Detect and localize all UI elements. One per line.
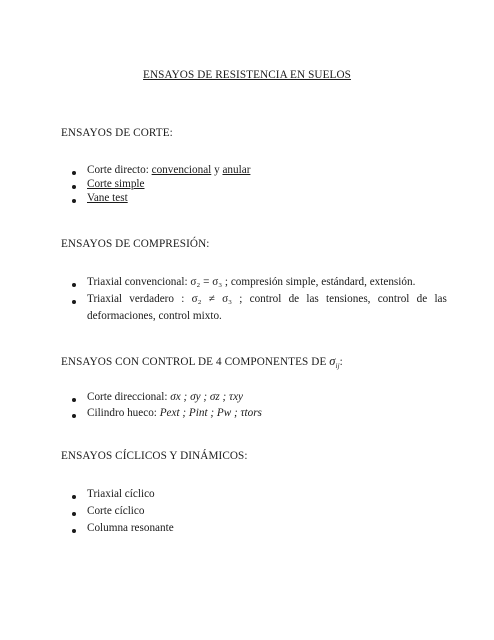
link-corte-simple[interactable]: Corte simple [87,178,145,190]
sigma-symbol: σ [329,354,336,368]
bullet-icon [72,199,76,203]
link-vane-test[interactable]: Vane test [87,192,128,204]
stress-components: σx ; σy ; σz ; τxy [170,391,243,403]
document-title: ENSAYOS DE RESISTENCIA EN SUELOS [143,69,351,81]
list-compresion [61,276,447,322]
item-text: Triaxial convencional: σ₂ = σ₃ ; compresión simple, estándard, extensión. [87,276,416,288]
section-heading-control [61,354,343,370]
sigma-subscript: ij [335,362,340,371]
heading-colon: : [339,356,343,368]
word: las [306,293,319,305]
list-item-corte-direccional [61,391,447,403]
item-prefix: Corte direccional: [87,391,171,403]
word: verdadero [129,293,174,305]
bullet-icon [72,171,76,175]
word: de [416,293,428,305]
pressure-components: Pext ; Pint ; Pw ; τtors [159,407,262,419]
word: control [377,293,410,305]
list-item-triaxial-verdadero [61,293,447,322]
word: σ₃ [222,293,233,305]
heading-text: ENSAYOS CON CONTROL DE 4 COMPONENTES DE [61,356,330,368]
bullet-icon [72,283,76,287]
word: : [181,293,185,305]
section-heading-ciclicos: ENSAYOS CÍCLICOS Y DINÁMICOS: [61,450,248,462]
list-corte [61,164,447,204]
item-mid: y [211,164,223,176]
word: de [288,293,300,305]
bullet-icon [72,512,76,516]
list-item-columna-resonante [61,522,447,534]
list-item-cilindro-hueco [61,407,447,419]
list-item-corte-ciclico [61,505,447,517]
section-heading-corte: ENSAYOS DE CORTE: [61,127,173,139]
list-item-triaxial-convencional [61,276,447,288]
list-control [61,391,447,419]
word: σ₂ [191,293,202,305]
bullet-icon [72,414,76,418]
section-heading-compresion: ENSAYOS DE COMPRESIÓN: [61,238,210,250]
item-prefix: Corte directo: [87,164,152,176]
item-text: Triaxial cíclico [87,488,155,500]
list-item-vane-test [61,192,447,204]
bullet-icon [72,185,76,189]
bullet-icon [72,495,76,499]
word: Triaxial [87,293,123,305]
word: tensiones, [326,293,371,305]
link-anular[interactable]: anular [222,164,251,176]
bullet-icon [72,300,76,304]
bullet-icon [72,398,76,402]
item-text: Columna resonante [87,522,174,534]
list-item-triaxial-ciclico [61,488,447,500]
word: las [434,293,447,305]
item-prefix: Cilindro hueco: [87,407,160,419]
item-line-justified [87,293,447,305]
item-text: Corte cíclico [87,505,145,517]
word: ; [239,293,243,305]
list-item-corte-simple [61,178,447,190]
item-line-continuation: deformaciones, control mixto. [87,310,222,322]
list-ciclicos [61,488,447,534]
bullet-icon [72,529,76,533]
word: control [249,293,282,305]
list-item-corte-directo [61,164,447,176]
link-convencional[interactable]: convencional [151,164,212,176]
word: ≠ [208,293,215,305]
